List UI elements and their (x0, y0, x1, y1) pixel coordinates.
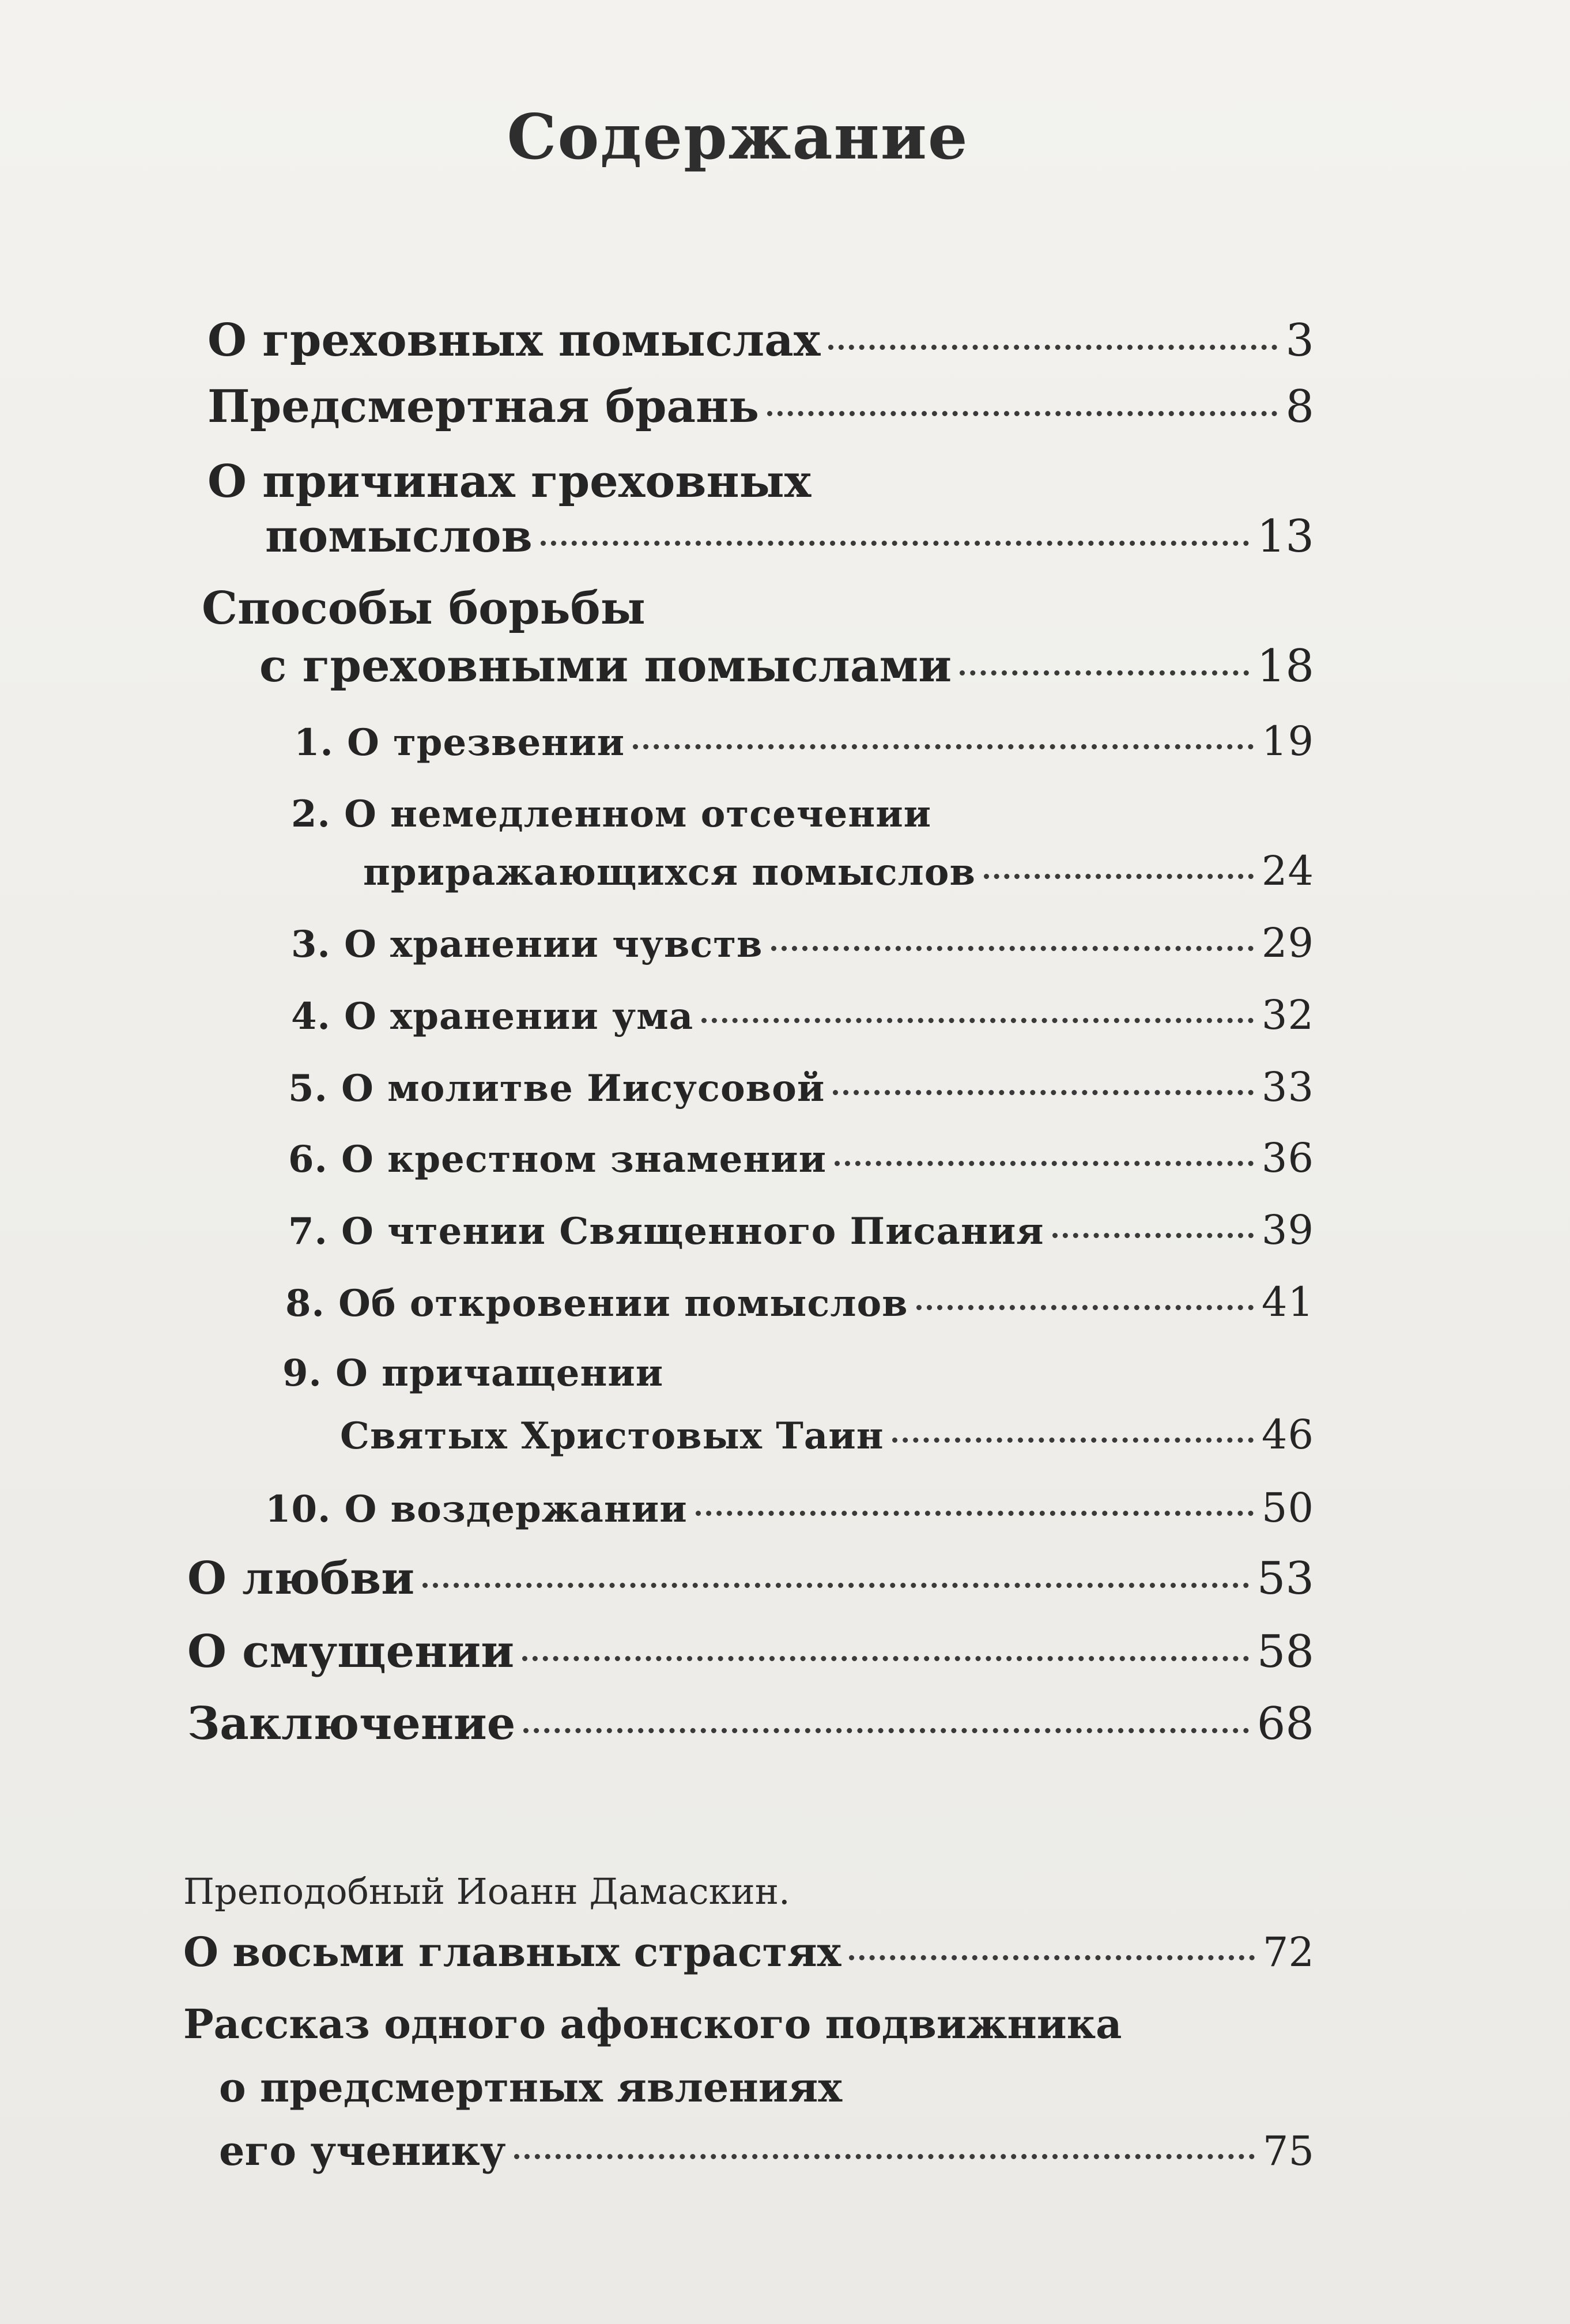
toc-entry-text: с греховными помыслами (259, 640, 952, 692)
dot-leader (984, 874, 1254, 879)
dot-leader (523, 1728, 1248, 1733)
dot-leader (633, 744, 1254, 749)
toc-page-number: 19 (1261, 718, 1314, 765)
toc-page-number: 75 (1262, 2127, 1314, 2175)
toc-subentry (363, 847, 1314, 895)
dot-leader (701, 1018, 1254, 1023)
toc-page-number: 8 (1285, 381, 1314, 433)
toc-page-number: 32 (1261, 991, 1314, 1039)
toc-page-number: 39 (1261, 1206, 1314, 1254)
toc-entry-text: 6. О крестном знамении (288, 1138, 827, 1181)
toc-entry (187, 1697, 1314, 1750)
toc-page-number: 13 (1256, 511, 1314, 563)
toc-subentry (340, 1411, 1314, 1458)
toc-subentry (294, 718, 1314, 765)
toc-entry-text: 2. О немедленном отсечении (291, 793, 932, 836)
toc-page-number: 68 (1256, 1698, 1314, 1750)
toc-entry-text: О греховных помыслах (207, 314, 821, 367)
dot-leader (696, 1511, 1254, 1516)
toc-subentry (288, 1206, 1314, 1254)
toc-entry-text: Предсмертная брань (207, 380, 760, 433)
toc-entry-text: О смущении (187, 1625, 515, 1678)
toc-entry-text: приражающихся помыслов (363, 851, 976, 894)
page-title: Содержание (507, 101, 969, 173)
dot-leader (767, 411, 1277, 416)
toc-entry-text: 4. О хранении ума (291, 995, 694, 1038)
toc-page-number: 29 (1261, 919, 1314, 967)
toc-subentry (288, 1063, 1314, 1111)
toc-page-number: 36 (1261, 1134, 1314, 1182)
toc-entry (219, 2127, 1314, 2175)
toc-entry-text: О любви (187, 1552, 415, 1605)
toc-page-number: 72 (1262, 1929, 1314, 1976)
toc-entry (207, 380, 1314, 433)
dot-leader (771, 946, 1254, 951)
toc-entry-text: Святых Христовых Таин (340, 1414, 884, 1458)
dot-leader (849, 1955, 1255, 1960)
dot-leader (828, 345, 1277, 350)
dot-leader (892, 1438, 1254, 1443)
toc-entry (187, 1625, 1314, 1678)
toc-entry-text: О восьми главных страстях (183, 1928, 841, 1976)
toc-entry-text: 5. О молитве Иисусовой (288, 1067, 825, 1110)
toc-entry-text: 9. О причащении (282, 1352, 664, 1395)
toc-entry-text: его ученику (219, 2127, 506, 2175)
toc-subentry (291, 919, 1314, 967)
toc-entry (183, 1928, 1314, 1976)
author-line: Преподобный Иоанн Дамаскин. (183, 1870, 790, 1912)
toc-entry-text: Рассказ одного афонского подвижника (183, 2000, 1122, 2048)
toc-page-number: 46 (1261, 1411, 1314, 1458)
toc-subentry (291, 991, 1314, 1039)
toc-entry (187, 1552, 1314, 1605)
toc-entry (265, 510, 1314, 563)
toc-page-number: 50 (1261, 1484, 1314, 1531)
dot-leader (1052, 1233, 1254, 1238)
dot-leader (960, 670, 1249, 676)
toc-page-number: 3 (1285, 315, 1314, 367)
toc-subentry (285, 1278, 1314, 1326)
toc-entry-text: помыслов (265, 510, 533, 563)
toc-page-number: 33 (1261, 1063, 1314, 1111)
dot-leader (833, 1090, 1254, 1095)
dot-leader (514, 2154, 1255, 2159)
toc-entry-text: 7. О чтении Священного Писания (288, 1210, 1044, 1253)
dot-leader (522, 1656, 1249, 1661)
toc-entry-text: Заключение (187, 1697, 516, 1750)
toc-page-number: 58 (1256, 1626, 1314, 1678)
toc-page-number: 53 (1256, 1553, 1314, 1605)
toc-entry-text: 3. О хранении чувств (291, 923, 763, 966)
toc-page-number: 41 (1261, 1278, 1314, 1326)
toc-entry-text: 1. О трезвении (294, 721, 625, 764)
dot-leader (916, 1305, 1254, 1310)
toc-page-number: 18 (1256, 640, 1314, 692)
toc-entry-text: Способы борьбы (202, 582, 646, 635)
toc-entry (207, 314, 1314, 367)
toc-entry (259, 640, 1314, 692)
toc-entry-text: О причинах греховных (207, 455, 812, 508)
toc-page-number: 24 (1261, 847, 1314, 895)
toc-subentry (265, 1484, 1314, 1531)
toc-entry-text: 8. Об откровении помыслов (285, 1282, 908, 1325)
dot-leader (835, 1161, 1254, 1166)
toc-subentry (288, 1134, 1314, 1182)
dot-leader (422, 1583, 1249, 1588)
toc-entry-text: о предсмертных явлениях (219, 2063, 843, 2111)
toc-entry-text: 10. О воздержании (265, 1488, 688, 1531)
dot-leader (541, 541, 1249, 546)
